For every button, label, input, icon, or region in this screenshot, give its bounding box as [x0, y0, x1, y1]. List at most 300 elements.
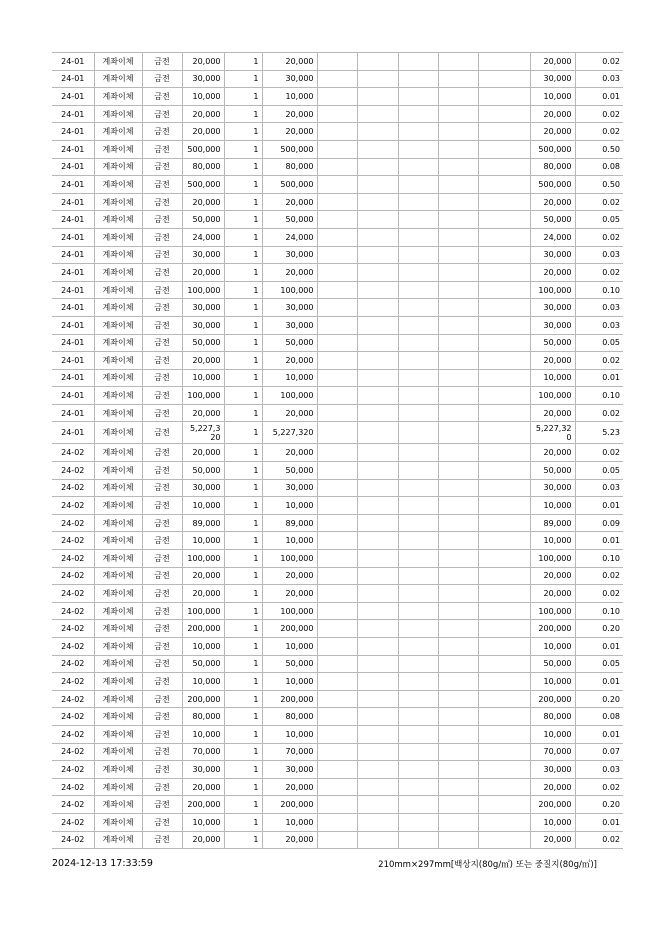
amount-cell: 20,000	[182, 567, 224, 585]
count-cell: 1	[224, 550, 262, 568]
blank-cell	[317, 140, 357, 158]
subtotal-cell: 20,000	[262, 831, 317, 849]
amount-cell: 80,000	[182, 708, 224, 726]
method-cell: 계좌이체	[94, 550, 142, 568]
blank-cell	[398, 725, 438, 743]
blank-cell	[398, 567, 438, 585]
blank-cell	[317, 369, 357, 387]
blank-cell	[438, 228, 478, 246]
ratio-cell: 0.07	[575, 743, 623, 761]
type-cell: 금전	[142, 176, 182, 194]
blank-cell	[478, 246, 530, 264]
count-cell: 1	[224, 725, 262, 743]
method-cell: 계좌이체	[94, 462, 142, 480]
type-cell: 금전	[142, 211, 182, 229]
blank-cell	[398, 514, 438, 532]
blank-cell	[317, 655, 357, 673]
blank-cell	[317, 316, 357, 334]
count-cell: 1	[224, 743, 262, 761]
ratio-cell: 0.20	[575, 620, 623, 638]
blank-cell	[317, 743, 357, 761]
count-cell: 1	[224, 778, 262, 796]
blank-cell	[317, 567, 357, 585]
period-cell: 24-01	[52, 404, 94, 422]
ratio-cell: 0.01	[575, 88, 623, 106]
ratio-cell: 0.03	[575, 316, 623, 334]
table-row	[52, 88, 623, 106]
blank-cell	[357, 532, 398, 550]
type-cell: 금전	[142, 369, 182, 387]
method-cell: 계좌이체	[94, 422, 142, 444]
method-cell: 계좌이체	[94, 761, 142, 779]
subtotal-cell: 20,000	[262, 585, 317, 603]
blank-cell	[398, 352, 438, 370]
type-cell: 금전	[142, 334, 182, 352]
blank-cell	[478, 514, 530, 532]
ratio-cell: 0.03	[575, 246, 623, 264]
blank-cell	[438, 778, 478, 796]
subtotal-cell: 50,000	[262, 655, 317, 673]
subtotal-cell: 70,000	[262, 743, 317, 761]
blank-cell	[398, 334, 438, 352]
method-cell: 계좌이체	[94, 479, 142, 497]
ratio-cell: 0.05	[575, 655, 623, 673]
blank-cell	[478, 404, 530, 422]
amount-cell: 200,000	[182, 690, 224, 708]
amount-cell: 10,000	[182, 369, 224, 387]
blank-cell	[317, 158, 357, 176]
total-cell: 20,000	[530, 264, 575, 282]
count-cell: 1	[224, 211, 262, 229]
blank-cell	[317, 299, 357, 317]
blank-cell	[398, 211, 438, 229]
blank-cell	[398, 638, 438, 656]
count-cell: 1	[224, 299, 262, 317]
period-cell: 24-02	[52, 514, 94, 532]
subtotal-cell: 10,000	[262, 497, 317, 515]
method-cell: 계좌이체	[94, 404, 142, 422]
count-cell: 1	[224, 422, 262, 444]
table-row	[52, 813, 623, 831]
type-cell: 금전	[142, 673, 182, 691]
type-cell: 금전	[142, 796, 182, 814]
blank-cell	[478, 387, 530, 405]
blank-cell	[357, 761, 398, 779]
blank-cell	[438, 444, 478, 462]
blank-cell	[317, 532, 357, 550]
type-cell: 금전	[142, 123, 182, 141]
blank-cell	[478, 708, 530, 726]
period-cell: 24-02	[52, 778, 94, 796]
period-cell: 24-01	[52, 387, 94, 405]
blank-cell	[317, 246, 357, 264]
total-cell: 10,000	[530, 813, 575, 831]
count-cell: 1	[224, 281, 262, 299]
subtotal-cell: 20,000	[262, 444, 317, 462]
subtotal-cell: 100,000	[262, 387, 317, 405]
blank-cell	[478, 690, 530, 708]
table-row	[52, 334, 623, 352]
total-cell: 100,000	[530, 281, 575, 299]
ratio-cell: 0.02	[575, 193, 623, 211]
period-cell: 24-02	[52, 620, 94, 638]
total-cell: 10,000	[530, 497, 575, 515]
amount-cell: 500,000	[182, 140, 224, 158]
total-cell: 70,000	[530, 743, 575, 761]
table-row	[52, 831, 623, 849]
subtotal-cell: 30,000	[262, 479, 317, 497]
period-cell: 24-01	[52, 422, 94, 444]
table-row	[52, 620, 623, 638]
blank-cell	[317, 831, 357, 849]
blank-cell	[438, 655, 478, 673]
subtotal-cell: 100,000	[262, 550, 317, 568]
type-cell: 금전	[142, 352, 182, 370]
total-cell: 10,000	[530, 88, 575, 106]
amount-cell: 100,000	[182, 281, 224, 299]
count-cell: 1	[224, 70, 262, 88]
ratio-cell: 0.02	[575, 585, 623, 603]
blank-cell	[317, 422, 357, 444]
method-cell: 계좌이체	[94, 444, 142, 462]
amount-cell: 50,000	[182, 211, 224, 229]
blank-cell	[357, 831, 398, 849]
total-cell: 50,000	[530, 655, 575, 673]
type-cell: 금전	[142, 158, 182, 176]
ratio-cell: 0.01	[575, 497, 623, 515]
total-cell: 20,000	[530, 352, 575, 370]
amount-cell: 30,000	[182, 299, 224, 317]
blank-cell	[357, 813, 398, 831]
blank-cell	[357, 796, 398, 814]
table-row	[52, 479, 623, 497]
count-cell: 1	[224, 479, 262, 497]
blank-cell	[357, 70, 398, 88]
count-cell: 1	[224, 140, 262, 158]
total-cell: 50,000	[530, 211, 575, 229]
blank-cell	[438, 246, 478, 264]
method-cell: 계좌이체	[94, 514, 142, 532]
type-cell: 금전	[142, 193, 182, 211]
blank-cell	[398, 497, 438, 515]
table-row	[52, 462, 623, 480]
subtotal-cell: 10,000	[262, 532, 317, 550]
table-row	[52, 140, 623, 158]
period-cell: 24-01	[52, 88, 94, 106]
blank-cell	[357, 479, 398, 497]
blank-cell	[398, 655, 438, 673]
type-cell: 금전	[142, 638, 182, 656]
type-cell: 금전	[142, 404, 182, 422]
blank-cell	[317, 228, 357, 246]
blank-cell	[478, 352, 530, 370]
blank-cell	[478, 725, 530, 743]
period-cell: 24-02	[52, 479, 94, 497]
amount-cell: 10,000	[182, 88, 224, 106]
subtotal-cell: 20,000	[262, 105, 317, 123]
period-cell: 24-01	[52, 316, 94, 334]
blank-cell	[317, 602, 357, 620]
period-cell: 24-02	[52, 690, 94, 708]
table-row	[52, 158, 623, 176]
count-cell: 1	[224, 105, 262, 123]
blank-cell	[357, 352, 398, 370]
blank-cell	[357, 690, 398, 708]
total-cell: 20,000	[530, 123, 575, 141]
blank-cell	[438, 532, 478, 550]
count-cell: 1	[224, 334, 262, 352]
blank-cell	[438, 690, 478, 708]
method-cell: 계좌이체	[94, 585, 142, 603]
blank-cell	[317, 88, 357, 106]
type-cell: 금전	[142, 778, 182, 796]
count-cell: 1	[224, 620, 262, 638]
subtotal-cell: 200,000	[262, 620, 317, 638]
period-cell: 24-01	[52, 264, 94, 282]
blank-cell	[357, 708, 398, 726]
type-cell: 금전	[142, 281, 182, 299]
ratio-cell: 0.01	[575, 532, 623, 550]
table-row	[52, 514, 623, 532]
total-cell: 500,000	[530, 140, 575, 158]
subtotal-cell: 30,000	[262, 316, 317, 334]
blank-cell	[357, 655, 398, 673]
blank-cell	[398, 532, 438, 550]
blank-cell	[438, 176, 478, 194]
method-cell: 계좌이체	[94, 673, 142, 691]
blank-cell	[438, 620, 478, 638]
subtotal-cell: 20,000	[262, 404, 317, 422]
ratio-cell: 0.10	[575, 550, 623, 568]
blank-cell	[317, 281, 357, 299]
type-cell: 금전	[142, 140, 182, 158]
total-cell: 20,000	[530, 831, 575, 849]
blank-cell	[317, 352, 357, 370]
total-cell: 20,000	[530, 444, 575, 462]
total-cell: 80,000	[530, 708, 575, 726]
blank-cell	[398, 743, 438, 761]
subtotal-cell: 10,000	[262, 638, 317, 656]
blank-cell	[317, 123, 357, 141]
blank-cell	[357, 462, 398, 480]
blank-cell	[398, 88, 438, 106]
blank-cell	[317, 211, 357, 229]
count-cell: 1	[224, 193, 262, 211]
blank-cell	[478, 497, 530, 515]
method-cell: 계좌이체	[94, 334, 142, 352]
count-cell: 1	[224, 761, 262, 779]
table-row	[52, 567, 623, 585]
total-cell: 100,000	[530, 387, 575, 405]
blank-cell	[317, 387, 357, 405]
blank-cell	[357, 673, 398, 691]
blank-cell	[438, 514, 478, 532]
amount-cell: 20,000	[182, 585, 224, 603]
blank-cell	[478, 299, 530, 317]
blank-cell	[317, 550, 357, 568]
total-cell: 20,000	[530, 778, 575, 796]
blank-cell	[357, 281, 398, 299]
method-cell: 계좌이체	[94, 158, 142, 176]
method-cell: 계좌이체	[94, 655, 142, 673]
subtotal-cell: 10,000	[262, 673, 317, 691]
table-row	[52, 444, 623, 462]
blank-cell	[317, 708, 357, 726]
ratio-cell: 0.02	[575, 567, 623, 585]
blank-cell	[438, 193, 478, 211]
blank-cell	[398, 299, 438, 317]
period-cell: 24-01	[52, 369, 94, 387]
subtotal-cell: 10,000	[262, 88, 317, 106]
period-cell: 24-01	[52, 352, 94, 370]
blank-cell	[317, 585, 357, 603]
ratio-cell: 0.02	[575, 778, 623, 796]
type-cell: 금전	[142, 228, 182, 246]
type-cell: 금전	[142, 532, 182, 550]
total-cell: 20,000	[530, 404, 575, 422]
ratio-cell: 0.05	[575, 334, 623, 352]
blank-cell	[398, 550, 438, 568]
type-cell: 금전	[142, 620, 182, 638]
type-cell: 금전	[142, 690, 182, 708]
table-row	[52, 532, 623, 550]
blank-cell	[357, 778, 398, 796]
table-row	[52, 708, 623, 726]
blank-cell	[317, 105, 357, 123]
method-cell: 계좌이체	[94, 567, 142, 585]
ratio-cell: 0.50	[575, 176, 623, 194]
count-cell: 1	[224, 462, 262, 480]
total-cell: 20,000	[530, 105, 575, 123]
method-cell: 계좌이체	[94, 743, 142, 761]
type-cell: 금전	[142, 497, 182, 515]
ratio-cell: 0.01	[575, 813, 623, 831]
blank-cell	[317, 761, 357, 779]
ratio-cell: 0.10	[575, 281, 623, 299]
blank-cell	[317, 778, 357, 796]
total-cell: 10,000	[530, 673, 575, 691]
blank-cell	[357, 404, 398, 422]
amount-cell: 50,000	[182, 334, 224, 352]
paper-spec: 210mm×297mm[백상지(80g/㎡) 또는 중질지(80g/㎡)]	[378, 860, 597, 870]
period-cell: 24-02	[52, 462, 94, 480]
total-cell: 50,000	[530, 462, 575, 480]
blank-cell	[317, 479, 357, 497]
table-row	[52, 585, 623, 603]
blank-cell	[398, 193, 438, 211]
ratio-cell: 0.02	[575, 444, 623, 462]
count-cell: 1	[224, 708, 262, 726]
blank-cell	[357, 228, 398, 246]
blank-cell	[357, 369, 398, 387]
method-cell: 계좌이체	[94, 281, 142, 299]
amount-cell: 200,000	[182, 620, 224, 638]
amount-cell: 20,000	[182, 444, 224, 462]
method-cell: 계좌이체	[94, 813, 142, 831]
blank-cell	[357, 444, 398, 462]
amount-cell: 10,000	[182, 497, 224, 515]
method-cell: 계좌이체	[94, 602, 142, 620]
amount-cell: 70,000	[182, 743, 224, 761]
subtotal-cell: 24,000	[262, 228, 317, 246]
type-cell: 금전	[142, 743, 182, 761]
table-row	[52, 176, 623, 194]
table-row	[52, 422, 623, 444]
table-row	[52, 281, 623, 299]
amount-cell: 10,000	[182, 725, 224, 743]
count-cell: 1	[224, 497, 262, 515]
blank-cell	[357, 158, 398, 176]
blank-cell	[398, 369, 438, 387]
type-cell: 금전	[142, 479, 182, 497]
blank-cell	[438, 796, 478, 814]
ratio-cell: 0.03	[575, 70, 623, 88]
blank-cell	[357, 88, 398, 106]
blank-cell	[438, 387, 478, 405]
amount-cell: 10,000	[182, 638, 224, 656]
count-cell: 1	[224, 228, 262, 246]
blank-cell	[438, 404, 478, 422]
period-cell: 24-02	[52, 497, 94, 515]
method-cell: 계좌이체	[94, 176, 142, 194]
blank-cell	[438, 585, 478, 603]
blank-cell	[398, 479, 438, 497]
blank-cell	[478, 193, 530, 211]
table-row	[52, 602, 623, 620]
ratio-cell: 0.10	[575, 602, 623, 620]
period-cell: 24-01	[52, 176, 94, 194]
period-cell: 24-02	[52, 602, 94, 620]
period-cell: 24-01	[52, 70, 94, 88]
method-cell: 계좌이체	[94, 105, 142, 123]
period-cell: 24-02	[52, 796, 94, 814]
method-cell: 계좌이체	[94, 193, 142, 211]
blank-cell	[478, 620, 530, 638]
amount-cell: 10,000	[182, 813, 224, 831]
blank-cell	[438, 813, 478, 831]
ratio-cell: 0.10	[575, 387, 623, 405]
ratio-cell: 0.09	[575, 514, 623, 532]
blank-cell	[357, 246, 398, 264]
method-cell: 계좌이체	[94, 620, 142, 638]
blank-cell	[398, 708, 438, 726]
blank-cell	[438, 550, 478, 568]
blank-cell	[398, 444, 438, 462]
period-cell: 24-02	[52, 831, 94, 849]
blank-cell	[317, 796, 357, 814]
subtotal-cell: 50,000	[262, 211, 317, 229]
count-cell: 1	[224, 404, 262, 422]
blank-cell	[478, 88, 530, 106]
count-cell: 1	[224, 690, 262, 708]
period-cell: 24-01	[52, 334, 94, 352]
method-cell: 계좌이체	[94, 796, 142, 814]
amount-cell: 20,000	[182, 352, 224, 370]
blank-cell	[398, 123, 438, 141]
ledger-body	[52, 53, 623, 849]
blank-cell	[478, 462, 530, 480]
amount-cell: 5,227,320	[182, 422, 224, 444]
type-cell: 금전	[142, 514, 182, 532]
period-cell: 24-02	[52, 567, 94, 585]
subtotal-cell: 80,000	[262, 708, 317, 726]
table-row	[52, 70, 623, 88]
ratio-cell: 5.23	[575, 422, 623, 444]
blank-cell	[398, 70, 438, 88]
ratio-cell: 0.02	[575, 123, 623, 141]
blank-cell	[478, 778, 530, 796]
ratio-cell: 0.01	[575, 725, 623, 743]
